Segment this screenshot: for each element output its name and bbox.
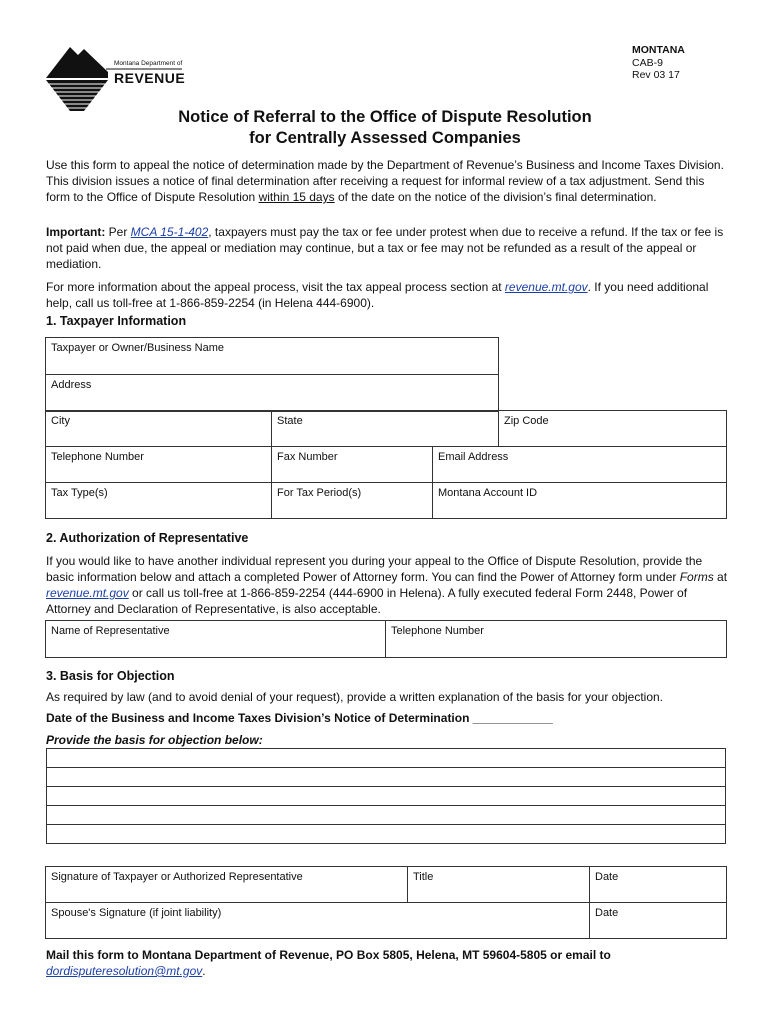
title-line-2: for Centrally Assessed Companies bbox=[249, 129, 521, 147]
objection-line[interactable] bbox=[47, 787, 726, 806]
objection-line[interactable] bbox=[47, 749, 726, 768]
mail-instructions: Mail this form to Montana Department of Revenue, PO Box 5805, Helena, MT 59604-5805 or email to dordisputeresolution@mt.gov. bbox=[46, 948, 611, 978]
form-number: CAB-9 bbox=[632, 56, 663, 69]
form-state: MONTANA bbox=[632, 44, 685, 56]
more-info-paragraph: For more information about the appeal process, visit the tax appeal process section at revenue.mt.gov. If you need additional help, call us toll-free at 1-866-859-2254 (in Helena 444-6900). bbox=[46, 280, 709, 310]
fax-field[interactable]: Fax Number bbox=[272, 447, 433, 483]
telephone-field[interactable]: Telephone Number bbox=[46, 447, 272, 483]
deadline-text: within 15 days bbox=[258, 190, 335, 204]
determination-date-label[interactable]: Date of the Business and Income Taxes Division’s Notice of Determination ____________ bbox=[46, 711, 553, 725]
section-1-heading: 1. Taxpayer Information bbox=[46, 314, 187, 328]
objection-line[interactable] bbox=[47, 768, 726, 787]
section-3-paragraph: As required by law (and to avoid denial of your request), provide a written explanation of the basis for your objection. bbox=[46, 690, 664, 704]
section-2-paragraph: If you would like to have another individual represent you during your appeal to the Office of Dispute Resolution, provide the basic information below and attach a completed Power of Attorney form. You can find the Power of Attorney form under Forms at revenue.mt.gov or call us toll-free at 1-866-859-2254 (444-6900 in Helena). A fully executed federal Form 2448, Power of Attorney and Declaration of Representative, is also acceptable. bbox=[46, 554, 728, 616]
tax-periods-field[interactable]: For Tax Period(s) bbox=[272, 483, 433, 519]
state-field[interactable]: State bbox=[272, 411, 499, 447]
intro-paragraph: Use this form to appeal the notice of determination made by the Department of Revenue’s Business and Income Taxes Division. This division issues a notice of final determination after receiving a request for informal review of a tax adjustment. Send this form to the Office of Dispute Resolution within 15 days of the date on the notice of the division’s final determination. bbox=[46, 158, 724, 204]
dispute-email-link[interactable]: dordisputeresolution@mt.gov bbox=[46, 964, 203, 978]
city-field[interactable]: City bbox=[46, 411, 272, 447]
section-3-heading: 3. Basis for Objection bbox=[46, 669, 175, 683]
zip-field[interactable]: Zip Code bbox=[499, 411, 727, 447]
logo-top-text: Montana Department of bbox=[114, 60, 183, 67]
revenue-link-2[interactable]: revenue.mt.gov bbox=[46, 586, 129, 600]
spouse-date-field[interactable]: Date bbox=[590, 903, 727, 939]
taxpayer-name-address-table bbox=[45, 337, 499, 412]
title-field[interactable]: Title bbox=[408, 867, 590, 903]
signature-table bbox=[45, 866, 727, 939]
tax-types-field[interactable]: Tax Type(s) bbox=[46, 483, 272, 519]
page-title bbox=[0, 107, 770, 149]
spouse-signature-field[interactable]: Spouse's Signature (if joint liability) bbox=[46, 903, 590, 939]
section-2-heading: 2. Authorization of Representative bbox=[46, 531, 249, 545]
objection-line[interactable] bbox=[47, 806, 726, 825]
objection-line[interactable] bbox=[47, 825, 726, 844]
account-id-field[interactable]: Montana Account ID bbox=[433, 483, 727, 519]
form-revision: Rev 03 17 bbox=[632, 69, 680, 81]
revenue-link[interactable]: revenue.mt.gov bbox=[504, 280, 588, 294]
taxpayer-name-field[interactable]: Taxpayer or Owner/Business Name bbox=[46, 338, 499, 375]
mca-link[interactable]: MCA 15-1-402 bbox=[130, 225, 209, 239]
taxpayer-details-table bbox=[45, 410, 727, 519]
email-field[interactable]: Email Address bbox=[433, 447, 727, 483]
objection-lines bbox=[46, 748, 726, 844]
logo-bottom-text: REVENUE bbox=[114, 70, 186, 86]
basis-label: Provide the basis for objection below: bbox=[46, 733, 263, 747]
representative-name-field[interactable]: Name of Representative bbox=[46, 621, 386, 658]
important-paragraph: Important: Per MCA 15-1-402, taxpayers must pay the tax or fee under protest when due to receive a refund. If the tax or fee is not paid when due, the appeal or mediation may continue, but a tax or fee may not be refunded as a result of the appeal or mediation. bbox=[46, 225, 724, 271]
representative-table bbox=[45, 620, 727, 658]
date-field[interactable]: Date bbox=[590, 867, 727, 903]
signature-field[interactable]: Signature of Taxpayer or Authorized Representative bbox=[46, 867, 408, 903]
form-identifier bbox=[632, 44, 685, 82]
title-line-1: Notice of Referral to the Office of Dispute Resolution bbox=[178, 108, 592, 126]
montana-revenue-logo bbox=[44, 44, 186, 114]
representative-phone-field[interactable]: Telephone Number bbox=[386, 621, 727, 658]
address-field[interactable]: Address bbox=[46, 375, 499, 412]
